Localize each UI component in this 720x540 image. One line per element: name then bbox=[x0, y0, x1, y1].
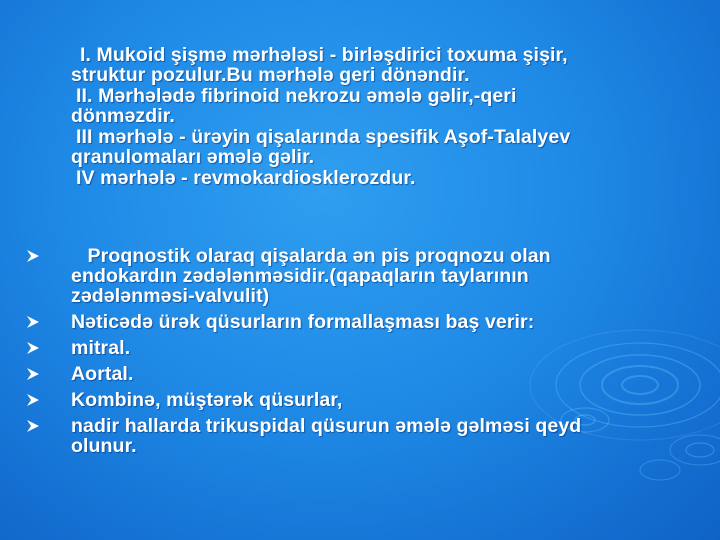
bullet-list bbox=[26, 246, 706, 462]
list-item bbox=[26, 246, 706, 306]
bullet-1-line-2: endokardın zədələnməsidir.(qapaqların taylarının bbox=[71, 265, 529, 287]
stage-3-paragraph bbox=[71, 127, 711, 167]
bullet-1-line-1: Proqnostik olaraq qişalarda ən pis proqnozu olan bbox=[71, 245, 551, 267]
arrowhead-bullet-icon bbox=[26, 341, 40, 355]
stage-2-line-2: dönməzdir. bbox=[71, 105, 175, 127]
arrowhead-bullet-icon bbox=[26, 367, 40, 381]
list-item bbox=[26, 364, 706, 384]
bullet-3-text: mitral. bbox=[71, 337, 131, 359]
arrowhead-bullet-icon bbox=[26, 249, 40, 263]
bullet-4-text: Aortal. bbox=[71, 363, 134, 385]
stage-1-paragraph bbox=[71, 45, 711, 85]
arrowhead-bullet-icon bbox=[26, 315, 40, 329]
list-item bbox=[26, 416, 706, 456]
bullet-6-line-2: olunur. bbox=[71, 435, 137, 457]
list-item bbox=[26, 338, 706, 358]
stage-1-line-1: I. Mukoid şişmə mərhələsi - birləşdirici toxuma şişir, bbox=[80, 44, 568, 66]
stage-4-paragraph bbox=[71, 168, 711, 188]
stage-2-line-1: II. Mərhələdə fibrinoid nekrozu əmələ gəlir,-qeri bbox=[76, 85, 517, 107]
arrowhead-bullet-icon bbox=[26, 419, 40, 433]
list-item bbox=[26, 390, 706, 410]
stage-2-paragraph bbox=[71, 86, 711, 126]
bullet-5-text: Kombinə, müştərək qüsurlar, bbox=[71, 389, 343, 411]
list-item bbox=[26, 312, 706, 332]
bullet-6-line-1: nadir hallarda trikuspidal qüsurun əmələ gəlməsi qeyd bbox=[71, 415, 582, 437]
stages-text-block bbox=[71, 45, 711, 189]
stage-3-line-2: qranulomaları əmələ gəlir. bbox=[71, 146, 315, 168]
stage-1-line-2: struktur pozulur.Bu mərhələ geri dönəndir. bbox=[71, 64, 470, 86]
stage-3-line-1: III mərhələ - ürəyin qişalarında spesifik Aşof-Talalyev bbox=[76, 126, 571, 148]
bullet-2-text: Nəticədə ürək qüsurların formallaşması baş verir: bbox=[71, 311, 535, 333]
bullet-1-line-3: zədələnməsi-valvulit) bbox=[71, 285, 270, 307]
stage-4-line-1: IV mərhələ - revmokardiosklerozdur. bbox=[76, 167, 416, 189]
arrowhead-bullet-icon bbox=[26, 393, 40, 407]
